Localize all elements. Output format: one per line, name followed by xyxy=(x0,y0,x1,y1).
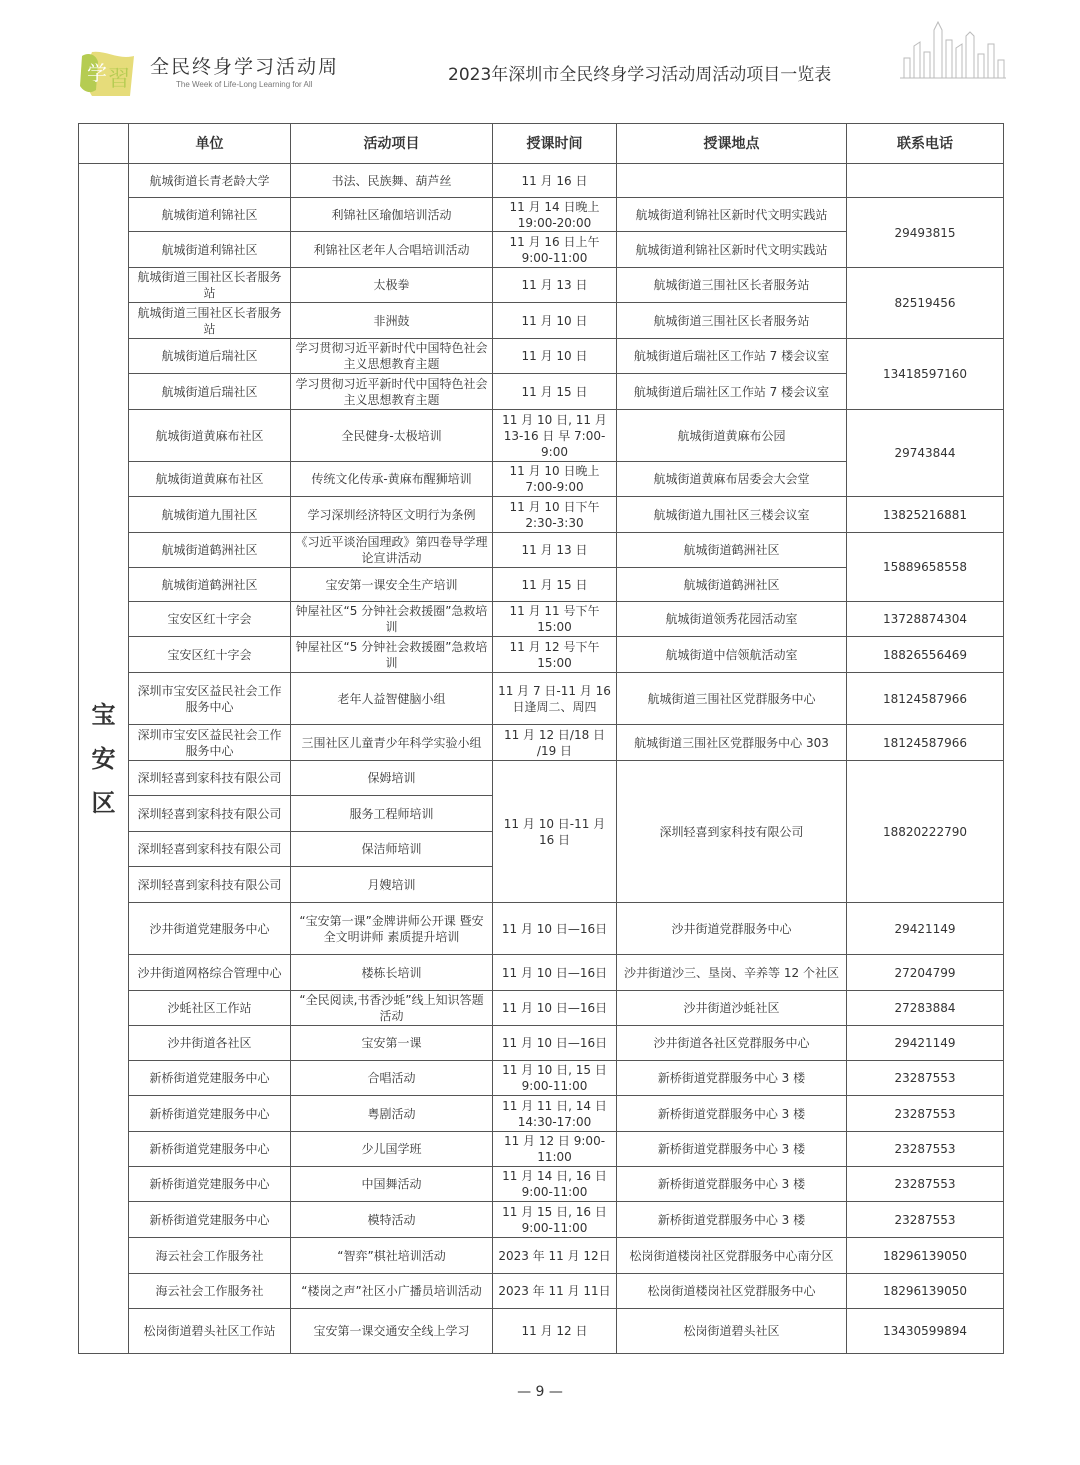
cell-activity: 粤剧活动 xyxy=(291,1096,493,1132)
cell-unit: 新桥街道党建服务中心 xyxy=(129,1167,291,1202)
cell-phone: 27283884 xyxy=(847,991,1004,1026)
cell-activity: 利锦社区老年人合唱培训活动 xyxy=(291,232,493,268)
cell-activity: 宝安第一课交通安全线上学习 xyxy=(291,1309,493,1354)
cell-time: 11 月 7 日-11 月 16 日逢周二、周四 xyxy=(493,673,617,725)
cell-unit: 新桥街道党建服务中心 xyxy=(129,1202,291,1238)
cell-activity: 保姆培训 xyxy=(291,761,493,796)
cell-activity: 模特活动 xyxy=(291,1202,493,1238)
cell-time: 2023 年 11 月 11日 xyxy=(493,1274,617,1309)
cell-activity: 钟屋社区“5 分钟社会救援圈”急救培训 xyxy=(291,637,493,673)
cell-location: 航城街道三围社区党群服务中心 303 xyxy=(617,725,847,761)
cell-activity: 钟屋社区“5 分钟社会救援圈”急救培训 xyxy=(291,602,493,637)
cell-activity: 宝安第一课安全生产培训 xyxy=(291,568,493,602)
cell-location: 新桥街道党群服务中心 3 楼 xyxy=(617,1202,847,1238)
cell-unit: 航城街道三围社区长者服务站 xyxy=(129,303,291,339)
cell-time: 11 月 10 日 xyxy=(493,303,617,339)
cell-time: 11 月 12 日/18 日 /19 日 xyxy=(493,725,617,761)
cell-activity: 全民健身-太极培训 xyxy=(291,410,493,462)
cell-activity: 老年人益智健脑小组 xyxy=(291,673,493,725)
cell-unit: 航城街道利锦社区 xyxy=(129,198,291,232)
cell-time: 11 月 14 日晚上 19:00-20:00 xyxy=(493,198,617,232)
cell-location: 沙井街道沙三、垦岗、辛养等 12 个社区 xyxy=(617,955,847,991)
table-row xyxy=(79,1238,1004,1274)
cell-location: 航城街道黄麻布公园 xyxy=(617,410,847,462)
cell-location: 松岗街道碧头社区 xyxy=(617,1309,847,1354)
cell-activity: 中国舞活动 xyxy=(291,1167,493,1202)
cell-unit: 深圳轻喜到家科技有限公司 xyxy=(129,832,291,867)
cell-time: 11 月 10 日—16日 xyxy=(493,903,617,955)
cell-activity: 宝安第一课 xyxy=(291,1026,493,1061)
cell-activity: 太极拳 xyxy=(291,268,493,303)
cell-location: 新桥街道党群服务中心 3 楼 xyxy=(617,1061,847,1096)
cell-phone: 29421149 xyxy=(847,1026,1004,1061)
cell-phone: 18124587966 xyxy=(847,673,1004,725)
cell-phone: 15889658558 xyxy=(847,533,1004,602)
cell-location: 航城街道三围社区长者服务站 xyxy=(617,268,847,303)
cell-unit: 航城街道三围社区长者服务站 xyxy=(129,268,291,303)
cell-unit: 新桥街道党建服务中心 xyxy=(129,1096,291,1132)
cell-phone xyxy=(847,164,1004,198)
table-row xyxy=(79,991,1004,1026)
city-skyline-icon xyxy=(898,18,1008,80)
table-row xyxy=(79,1309,1004,1354)
cell-activity: 学习贯彻习近平新时代中国特色社会主义思想教育主题 xyxy=(291,374,493,410)
cell-activity: “智弈”棋社培训活动 xyxy=(291,1238,493,1274)
table-row xyxy=(79,164,1004,198)
cell-activity: 《习近平谈治国理政》第四卷导学理论宣讲活动 xyxy=(291,533,493,568)
cell-location: 松岗街道楼岗社区党群服务中心南分区 xyxy=(617,1238,847,1274)
cell-phone: 18296139050 xyxy=(847,1274,1004,1309)
cell-location: 深圳轻喜到家科技有限公司 xyxy=(617,761,847,903)
cell-location: 松岗街道楼岗社区党群服务中心 xyxy=(617,1274,847,1309)
cell-unit: 航城街道黄麻布社区 xyxy=(129,410,291,462)
cell-time: 11 月 10 日晚上 7:00-9:00 xyxy=(493,462,617,497)
cell-activity: “全民阅读,书香沙蚝”线上知识答题活动 xyxy=(291,991,493,1026)
cell-time: 11 月 10 日下午 2:30-3:30 xyxy=(493,497,617,533)
cell-activity: 学习贯彻习近平新时代中国特色社会主义思想教育主题 xyxy=(291,339,493,374)
activity-table-body xyxy=(79,124,1004,1354)
table-row xyxy=(79,1274,1004,1309)
cell-unit: 沙井街道党建服务中心 xyxy=(129,903,291,955)
column-header-time: 授课时间 xyxy=(493,124,617,164)
document-title: 2023年深圳市全民终身学习活动周活动项目一览表 xyxy=(448,65,832,85)
cell-time: 11 月 10 日—16日 xyxy=(493,955,617,991)
cell-time: 11 月 16 日 xyxy=(493,164,617,198)
cell-unit: 深圳轻喜到家科技有限公司 xyxy=(129,761,291,796)
column-header-phone: 联系电话 xyxy=(847,124,1004,164)
activity-table xyxy=(78,123,1004,1354)
cell-phone: 13825216881 xyxy=(847,497,1004,533)
page-header xyxy=(0,0,1080,110)
table-row xyxy=(79,533,1004,568)
cell-time: 2023 年 11 月 12日 xyxy=(493,1238,617,1274)
cell-activity: 合唱活动 xyxy=(291,1061,493,1096)
cell-location: 新桥街道党群服务中心 3 楼 xyxy=(617,1167,847,1202)
column-header-location: 授课地点 xyxy=(617,124,847,164)
region-char: 区 xyxy=(91,788,116,817)
cell-time: 11 月 13 日 xyxy=(493,533,617,568)
table-header-row xyxy=(79,124,1004,164)
cell-activity: 保洁师培训 xyxy=(291,832,493,867)
table-row xyxy=(79,955,1004,991)
cell-location: 航城街道三围社区党群服务中心 xyxy=(617,673,847,725)
cell-location: 航城街道后瑞社区工作站 7 楼会议室 xyxy=(617,374,847,410)
cell-time: 11 月 11 日, 14 日 14:30-17:00 xyxy=(493,1096,617,1132)
cell-unit: 航城街道后瑞社区 xyxy=(129,374,291,410)
cell-activity: 月嫂培训 xyxy=(291,867,493,903)
cell-activity: 楼栋长培训 xyxy=(291,955,493,991)
cell-activity: “宝安第一课”金牌讲师公开课 暨安全文明讲师 素质提升培训 xyxy=(291,903,493,955)
cell-location: 航城街道鹤洲社区 xyxy=(617,533,847,568)
cell-activity: 学习深圳经济特区文明行为条例 xyxy=(291,497,493,533)
cell-location: 航城街道三围社区长者服务站 xyxy=(617,303,847,339)
cell-activity: 三围社区儿童青少年科学实验小组 xyxy=(291,725,493,761)
cell-time: 11 月 15 日, 16 日 9:00-11:00 xyxy=(493,1202,617,1238)
table-row xyxy=(79,673,1004,725)
cell-time: 11 月 12 日 9:00-11:00 xyxy=(493,1132,617,1167)
svg-text:習: 習 xyxy=(108,67,131,92)
cell-time: 11 月 15 日 xyxy=(493,374,617,410)
cell-unit: 海云社会工作服务社 xyxy=(129,1274,291,1309)
table-row xyxy=(79,410,1004,462)
cell-unit: 航城街道黄麻布社区 xyxy=(129,462,291,497)
table-row xyxy=(79,761,1004,796)
brand-subtitle: The Week of Life-Long Learning for All xyxy=(176,80,313,89)
cell-phone: 13418597160 xyxy=(847,339,1004,410)
column-header-activity: 活动项目 xyxy=(291,124,493,164)
cell-unit: 深圳轻喜到家科技有限公司 xyxy=(129,867,291,903)
cell-phone: 13728874304 xyxy=(847,602,1004,637)
cell-activity: 利锦社区瑜伽培训活动 xyxy=(291,198,493,232)
cell-unit: 松岗街道碧头社区工作站 xyxy=(129,1309,291,1354)
cell-time: 11 月 13 日 xyxy=(493,268,617,303)
cell-unit: 航城街道长青老龄大学 xyxy=(129,164,291,198)
table-row xyxy=(79,1061,1004,1096)
cell-location: 航城街道鹤洲社区 xyxy=(617,568,847,602)
cell-location: 航城街道黄麻布居委会大会堂 xyxy=(617,462,847,497)
lifelong-learning-logo xyxy=(78,46,138,100)
cell-location: 新桥街道党群服务中心 3 楼 xyxy=(617,1132,847,1167)
cell-phone: 23287553 xyxy=(847,1096,1004,1132)
cell-phone: 29493815 xyxy=(847,198,1004,268)
cell-location xyxy=(617,164,847,198)
cell-time: 11 月 12 日 xyxy=(493,1309,617,1354)
cell-phone: 23287553 xyxy=(847,1132,1004,1167)
cell-unit: 宝安区红十字会 xyxy=(129,637,291,673)
cell-time: 11 月 16 日上午 9:00-11:00 xyxy=(493,232,617,268)
cell-unit: 航城街道利锦社区 xyxy=(129,232,291,268)
cell-activity: 少儿国学班 xyxy=(291,1132,493,1167)
table-row xyxy=(79,339,1004,374)
cell-location: 航城街道九围社区三楼会议室 xyxy=(617,497,847,533)
cell-activity: “楼岗之声”社区小广播员培训活动 xyxy=(291,1274,493,1309)
cell-phone: 29421149 xyxy=(847,903,1004,955)
cell-phone: 18124587966 xyxy=(847,725,1004,761)
table-row xyxy=(79,1132,1004,1167)
cell-phone: 23287553 xyxy=(847,1061,1004,1096)
table-row xyxy=(79,1167,1004,1202)
column-header-unit: 单位 xyxy=(129,124,291,164)
cell-time: 11 月 10 日—16日 xyxy=(493,1026,617,1061)
table-row xyxy=(79,725,1004,761)
table-row xyxy=(79,497,1004,533)
region-char: 宝 xyxy=(91,700,116,729)
cell-unit: 航城街道鹤洲社区 xyxy=(129,568,291,602)
cell-activity: 传统文化传承-黄麻布醒狮培训 xyxy=(291,462,493,497)
cell-phone: 27204799 xyxy=(847,955,1004,991)
cell-time: 11 月 10 日, 15 日 9:00-11:00 xyxy=(493,1061,617,1096)
cell-time: 11 月 14 日, 16 日 9:00-11:00 xyxy=(493,1167,617,1202)
page-number: — 9 — xyxy=(517,1384,563,1400)
cell-unit: 宝安区红十字会 xyxy=(129,602,291,637)
cell-unit: 沙井街道网格综合管理中心 xyxy=(129,955,291,991)
header-corner xyxy=(79,124,129,164)
cell-unit: 沙井街道各社区 xyxy=(129,1026,291,1061)
cell-unit: 深圳轻喜到家科技有限公司 xyxy=(129,796,291,832)
brand-name: 全民终身学习活动周 xyxy=(150,56,340,78)
cell-time: 11 月 11 号下午 15:00 xyxy=(493,602,617,637)
cell-phone: 23287553 xyxy=(847,1202,1004,1238)
cell-time: 11 月 10 日—16日 xyxy=(493,991,617,1026)
cell-time: 11 月 15 日 xyxy=(493,568,617,602)
cell-location: 航城街道利锦社区新时代文明实践站 xyxy=(617,232,847,268)
cell-phone: 18826556469 xyxy=(847,637,1004,673)
table-row xyxy=(79,602,1004,637)
table-row xyxy=(79,1202,1004,1238)
cell-location: 沙井街道沙蚝社区 xyxy=(617,991,847,1026)
cell-location: 航城街道领秀花园活动室 xyxy=(617,602,847,637)
region-cell xyxy=(79,164,129,1354)
cell-phone: 18820222790 xyxy=(847,761,1004,903)
cell-unit: 沙蚝社区工作站 xyxy=(129,991,291,1026)
cell-time: 11 月 10 日 xyxy=(493,339,617,374)
cell-time: 11 月 12 号下午 15:00 xyxy=(493,637,617,673)
table-row xyxy=(79,1026,1004,1061)
cell-unit: 航城街道后瑞社区 xyxy=(129,339,291,374)
cell-phone: 23287553 xyxy=(847,1167,1004,1202)
cell-location: 航城街道后瑞社区工作站 7 楼会议室 xyxy=(617,339,847,374)
table-row xyxy=(79,637,1004,673)
cell-unit: 新桥街道党建服务中心 xyxy=(129,1061,291,1096)
cell-unit: 海云社会工作服务社 xyxy=(129,1238,291,1274)
cell-time: 11 月 10 日, 11 月 13-16 日 早 7:00-9:00 xyxy=(493,410,617,462)
cell-unit: 航城街道鹤洲社区 xyxy=(129,533,291,568)
cell-location: 沙井街道各社区党群服务中心 xyxy=(617,1026,847,1061)
cell-unit: 深圳市宝安区益民社会工作服务中心 xyxy=(129,673,291,725)
cell-activity: 非洲鼓 xyxy=(291,303,493,339)
cell-location: 航城街道中信领航活动室 xyxy=(617,637,847,673)
cell-phone: 82519456 xyxy=(847,268,1004,339)
cell-phone: 18296139050 xyxy=(847,1238,1004,1274)
table-row xyxy=(79,1096,1004,1132)
region-char: 安 xyxy=(91,744,116,773)
cell-activity: 书法、民族舞、葫芦丝 xyxy=(291,164,493,198)
table-row xyxy=(79,268,1004,303)
cell-location: 航城街道利锦社区新时代文明实践站 xyxy=(617,198,847,232)
cell-location: 沙井街道党群服务中心 xyxy=(617,903,847,955)
table-row xyxy=(79,903,1004,955)
svg-text:学: 学 xyxy=(87,61,107,85)
cell-time: 11 月 10 日-11 月 16 日 xyxy=(493,761,617,903)
table-row xyxy=(79,198,1004,232)
cell-unit: 新桥街道党建服务中心 xyxy=(129,1132,291,1167)
cell-unit: 深圳市宝安区益民社会工作服务中心 xyxy=(129,725,291,761)
cell-activity: 服务工程师培训 xyxy=(291,796,493,832)
cell-unit: 航城街道九围社区 xyxy=(129,497,291,533)
cell-location: 新桥街道党群服务中心 3 楼 xyxy=(617,1096,847,1132)
cell-phone: 13430599894 xyxy=(847,1309,1004,1354)
cell-phone: 29743844 xyxy=(847,410,1004,497)
